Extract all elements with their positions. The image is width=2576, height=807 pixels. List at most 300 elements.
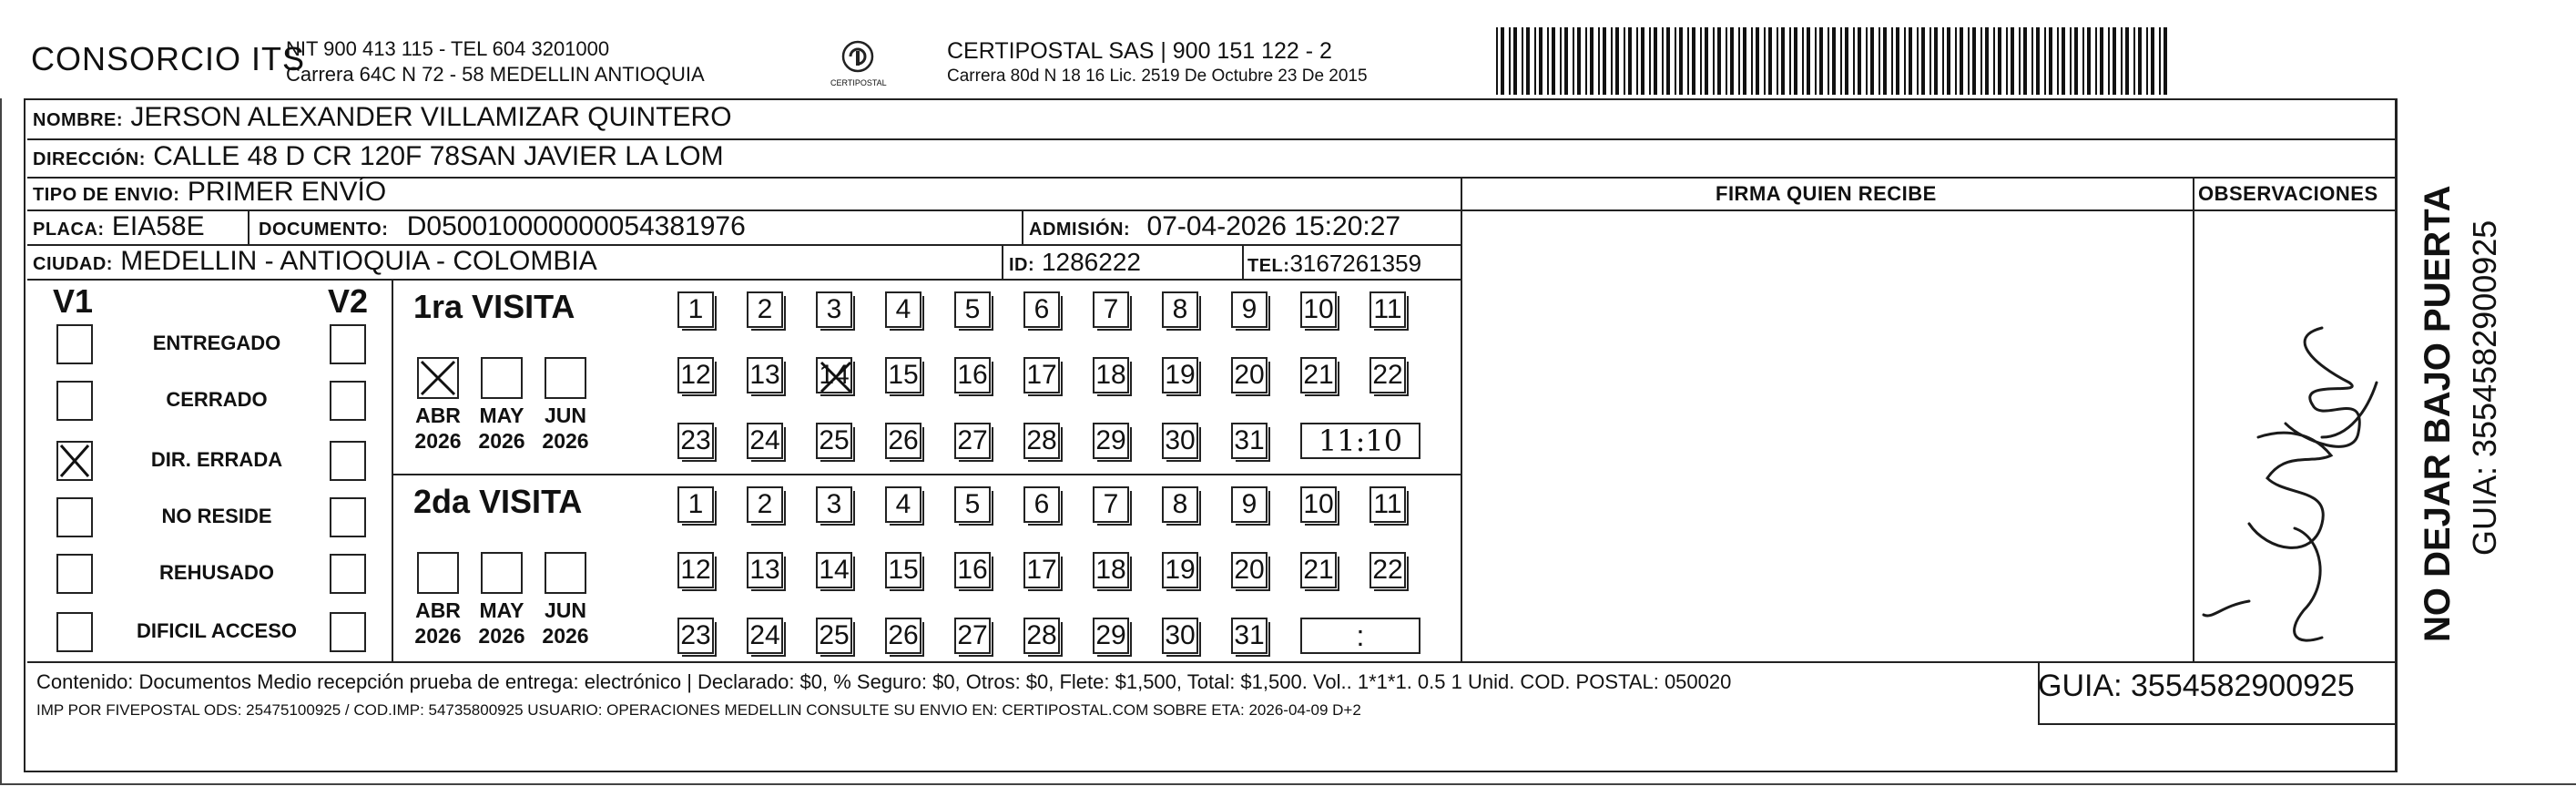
barcode-bar [1649,27,1651,95]
day-number: 27 [957,425,988,455]
status-label: REHUSADO [159,561,274,584]
barcode-bar [1496,27,1498,95]
tipo-field: TIPO DE ENVIO: PRIMER ENVÍO [33,177,387,207]
barcode-bar [1853,27,1855,95]
barcode-bar [1526,27,1530,95]
month-checkbox[interactable] [417,357,459,399]
logo-text: CERTIPOSTAL [830,78,887,87]
barcode-bar [1743,27,1746,95]
barcode-bar [1603,27,1606,95]
day-number: 12 [680,555,711,585]
v2-checkbox[interactable] [330,441,366,481]
barcode-bar [1883,27,1887,95]
day-box[interactable] [677,618,714,654]
barcode-bar [2100,27,2103,95]
day-number: 31 [1234,425,1265,455]
day-box[interactable] [1023,486,1060,523]
placa-field: PLACA: EIA58E [33,211,205,241]
barcode-bar [2070,27,2072,95]
day-number: 26 [888,620,919,650]
barcode-bar [2095,27,2097,95]
day-box[interactable] [816,291,852,328]
day-number: 16 [957,360,988,390]
day-box[interactable] [1023,291,1060,328]
barcode-bar [1509,27,1511,95]
guia-bottom [2038,723,2395,725]
month-name: ABR [415,404,461,427]
barcode-bar [2151,27,2154,95]
id-value: 1286222 [1041,248,1141,276]
day-box[interactable] [816,357,852,393]
day-number: 16 [957,555,988,585]
day-box[interactable] [1369,486,1406,523]
barcode-bar [1870,27,1874,95]
barcode [1496,27,2170,95]
day-number: 19 [1165,360,1196,390]
day-number: 17 [1026,555,1057,585]
day-box[interactable] [1023,552,1060,588]
day-box[interactable] [1369,357,1406,393]
day-box[interactable] [885,618,921,654]
tel-field: TEL:3167261359 [1247,250,1422,277]
day-box[interactable] [1023,618,1060,654]
barcode-bar [1845,27,1848,95]
day-box[interactable] [1023,357,1060,393]
day-number: 2 [757,489,773,519]
day-number: 23 [680,425,711,455]
barcode-bar [1577,27,1581,95]
row-divider [27,661,2398,663]
barcode-bar [1891,27,1893,95]
day-box[interactable] [1300,486,1337,523]
barcode-bar [1522,27,1523,95]
company-name: CONSORCIO ITS [31,40,306,77]
day-number: 3 [826,294,842,324]
month-checkbox[interactable] [417,552,459,594]
day-box[interactable] [1231,291,1268,328]
day-number: 30 [1165,425,1196,455]
v2-checkbox[interactable] [330,554,366,594]
status-label: ENTREGADO [152,332,281,354]
v1-checkbox[interactable] [56,497,93,537]
day-box[interactable] [1093,486,1129,523]
day-number: 31 [1234,620,1265,650]
placa-value: EIA58E [111,211,205,241]
side-guia: GUIA: 3554582900925 [2466,220,2503,556]
barcode-bar [1789,27,1791,95]
barcode-bar [1832,27,1836,95]
barcode-bar [1942,27,1944,95]
barcode-bar [1717,27,1721,95]
day-number: 7 [1103,294,1119,324]
time-value: : [1356,619,1365,652]
day-box[interactable] [1162,291,1198,328]
day-box[interactable] [954,291,991,328]
day-box[interactable] [954,552,991,588]
day-box[interactable] [1093,291,1129,328]
barcode-bar [1756,27,1759,95]
day-number: 30 [1165,620,1196,650]
barcode-bar [1904,27,1906,95]
day-number: 17 [1026,360,1057,390]
barcode-bar [2049,27,2052,95]
month-checkbox[interactable] [481,357,523,399]
observaciones-header: OBSERVACIONES [2198,182,2378,205]
no-dejar-bajo-puerta: NO DEJAR BAJO PUERTA [2418,185,2458,642]
admision-value: 07-04-2026 15:20:27 [1146,211,1401,241]
barcode-bar [1654,27,1657,95]
barcode-bar [1960,27,1963,95]
direccion-field: DIRECCIÓN: CALLE 48 D CR 120F 78SAN JAVIER LA LOM [33,141,724,171]
barcode-bar [1929,27,1931,95]
month-name: JUN [544,404,586,427]
footer-contenido: Contenido: Documentos Medio recepción prueba de entrega: electrónico | Declarado: $0, % Seguro: $0, Otros: $0, Flete: $1,500, Total: $1,500. Vol.. 1*1*1. 0.5 1 Unid. COD. POSTAL: 050020 [36,670,1732,693]
barcode-bar [2159,27,2161,95]
barcode-bar [1819,27,1823,95]
barcode-bar [1934,27,1938,95]
day-box[interactable] [1162,357,1198,393]
x-mark-icon [58,443,91,479]
day-box[interactable] [1162,552,1198,588]
day-number: 26 [888,425,919,455]
barcode-bar [1866,27,1868,95]
day-box[interactable] [1093,357,1129,393]
barcode-bar [1675,27,1676,95]
month-year: 2026 [542,624,589,648]
day-box[interactable] [885,423,921,459]
day-number: 22 [1372,360,1403,390]
v1-checkbox[interactable] [56,324,93,364]
v1-checkbox[interactable] [56,554,93,594]
day-number: 29 [1095,425,1126,455]
barcode-bar [1564,27,1568,95]
v2-header: V2 [328,282,369,320]
barcode-bar [1807,27,1810,95]
day-box[interactable] [1300,357,1337,393]
barcode-bar [2125,27,2129,95]
day-number: 1 [687,294,704,324]
day-box[interactable] [1231,552,1268,588]
barcode-bar [1858,27,1861,95]
cell-divider [1242,244,1244,279]
frame-right [2395,98,2397,772]
month-checkbox[interactable] [545,357,586,399]
month-name: MAY [479,598,524,622]
barcode-bar [1641,27,1644,95]
barcode-bar [1573,27,1574,95]
day-number: 29 [1095,620,1126,650]
ciudad-value: MEDELLIN - ANTIOQUIA - COLOMBIA [120,246,597,276]
day-box[interactable] [954,486,991,523]
day-number: 11 [1373,489,1402,519]
barcode-bar [1947,27,1950,95]
barcode-bar [1501,27,1504,95]
day-box[interactable] [816,552,852,588]
barcode-bar [1547,27,1549,95]
documento-value: D050010000000054381976 [406,211,746,241]
barcode-bar [1726,27,1727,95]
day-box[interactable] [677,423,714,459]
day-number: 18 [1095,360,1126,390]
month-year: 2026 [542,429,589,453]
day-number: 8 [1172,489,1188,519]
day-box[interactable] [1162,423,1198,459]
day-number: 18 [1095,555,1126,585]
day-box[interactable] [885,357,921,393]
day-box[interactable] [747,552,783,588]
time-box[interactable] [1300,423,1420,459]
day-number: 12 [680,360,711,390]
status-label: DIFICIL ACCESO [136,619,297,642]
tel-value: 3167261359 [1289,250,1422,277]
barcode-bar [1794,27,1797,95]
day-number: 5 [964,294,981,324]
barcode-bar [1598,27,1600,95]
month-year: 2026 [478,624,525,648]
day-box[interactable] [1369,552,1406,588]
footer-impresion: IMP POR FIVEPOSTAL ODS: 25475100925 / COD.IMP: 54735800925 USUARIO: OPERACIONES MEDELLIN CONSULTE SU ENVIO EN: CERTIPOSTAL.COM SOBRE ETA: 2026-04-09 D+2 [36,701,1361,719]
day-box[interactable] [816,423,852,459]
nit-line: NIT 900 413 115 - TEL 604 3201000 [286,37,610,60]
status-divider [392,279,393,661]
day-number: 6 [1033,294,1050,324]
day-box[interactable] [1300,552,1337,588]
id-field: ID: 1286222 [1009,248,1141,276]
barcode-bar [2006,27,2008,95]
certipostal-line: CERTIPOSTAL SAS | 900 151 122 - 2 [947,38,1332,64]
day-number: 13 [749,360,780,390]
day-box[interactable] [747,357,783,393]
day-number: 4 [895,489,911,519]
barcode-bar [1998,27,2001,95]
barcode-bar [1666,27,1670,95]
barcode-bar [1611,27,1613,95]
cell-divider [248,209,249,244]
barcode-bar [1768,27,1772,95]
day-number: 8 [1172,294,1188,324]
barcode-bar [1539,27,1543,95]
v2-checkbox[interactable] [330,381,366,421]
day-box[interactable] [747,618,783,654]
status-label: CERRADO [166,388,268,411]
month-label [406,403,470,454]
barcode-bar [2019,27,2021,95]
barcode-bar [1513,27,1517,95]
day-number: 10 [1303,294,1334,324]
day-box[interactable] [816,486,852,523]
visit-title: 1ra VISITA [413,288,575,325]
day-number: 21 [1303,555,1334,585]
day-box[interactable] [1231,423,1268,459]
barcode-bar [1636,27,1638,95]
firma-header: FIRMA QUIEN RECIBE [1716,182,1937,205]
company-info [286,36,705,87]
v2-checkbox[interactable] [330,324,366,364]
day-box[interactable] [677,357,714,393]
v1-header: V1 [53,282,94,320]
day-number: 28 [1026,620,1057,650]
row-divider [27,138,2398,140]
barcode-bar [2074,27,2078,95]
barcode-bar [2087,27,2091,95]
certipostal-address: Carrera 80d N 18 16 Lic. 2519 De Octubre 23 De 2015 [947,66,1368,86]
month-name: MAY [479,404,524,427]
barcode-bar [2057,27,2059,95]
barcode-bar [1738,27,1740,95]
v1-checkbox[interactable] [56,441,93,481]
barcode-bar [1560,27,1562,95]
day-number: 21 [1303,360,1334,390]
ciudad-field: CIUDAD: MEDELLIN - ANTIOQUIA - COLOMBIA [33,246,597,276]
month-year: 2026 [478,429,525,453]
day-box[interactable] [1231,357,1268,393]
barcode-bar [2023,27,2027,95]
barcode-bar [1552,27,1555,95]
day-box[interactable] [747,423,783,459]
day-box[interactable] [1093,552,1129,588]
barcode-bar [1879,27,1880,95]
barcode-bar [1687,27,1689,95]
day-box[interactable] [885,291,921,328]
day-box[interactable] [885,486,921,523]
day-box[interactable] [677,291,714,328]
x-mark-icon [818,359,854,395]
month-checkbox[interactable] [545,552,586,594]
month-label [470,403,534,454]
col-divider-firma [1461,177,1462,661]
day-number: 2 [757,294,773,324]
day-number: 6 [1033,489,1050,519]
day-box[interactable] [1300,291,1337,328]
day-box[interactable] [1162,618,1198,654]
day-box[interactable] [1093,618,1129,654]
status-label: NO RESIDE [161,505,272,527]
day-number: 9 [1241,294,1257,324]
v2-checkbox[interactable] [330,497,366,537]
day-number: 25 [819,425,850,455]
month-name: JUN [544,598,586,622]
barcode-bar [2082,27,2084,95]
day-number: 23 [680,620,711,650]
day-number: 14 [819,555,850,585]
day-box[interactable] [816,618,852,654]
day-box[interactable] [1023,423,1060,459]
month-checkbox[interactable] [481,552,523,594]
day-box[interactable] [954,618,991,654]
barcode-bar [2044,27,2046,95]
barcode-bar [1917,27,1919,95]
visit-title: 2da VISITA [413,483,583,520]
day-number: 1 [687,489,704,519]
day-box[interactable] [1093,423,1129,459]
month-year: 2026 [414,429,462,453]
barcode-bar [2133,27,2135,95]
barcode-bar [1840,27,1842,95]
barcode-bar [1585,27,1587,95]
barcode-bar [1896,27,1899,95]
barcode-bar [1828,27,1829,95]
barcode-bar [1705,27,1708,95]
barcode-bar [1764,27,1766,95]
day-box[interactable] [677,552,714,588]
admision-field: ADMISIÓN: 07-04-2026 15:20:27 [1029,211,1401,241]
day-number: 3 [826,489,842,519]
v1-checkbox[interactable] [56,612,93,652]
day-number: 15 [888,360,919,390]
barcode-bar [1993,27,1995,95]
barcode-bar [1802,27,1804,95]
day-box[interactable] [885,552,921,588]
barcode-bar [2121,27,2123,95]
day-box[interactable] [1231,486,1268,523]
barcode-bar [2113,27,2116,95]
barcode-bar [1590,27,1593,95]
tipo-value: PRIMER ENVÍO [187,177,387,207]
day-box[interactable] [954,357,991,393]
day-number: 25 [819,620,850,650]
day-number: 5 [964,489,981,519]
day-box[interactable] [1369,291,1406,328]
visit-divider [392,474,1461,475]
barcode-bar [1692,27,1695,95]
cell-divider [1002,244,1003,279]
documento-field: DOCUMENTO: D050010000000054381976 [259,211,746,241]
day-box[interactable] [954,423,991,459]
barcode-bar [1700,27,1702,95]
v2-checkbox[interactable] [330,612,366,652]
time-box[interactable] [1300,618,1420,654]
status-label: DIR. ERRADA [150,448,283,471]
nombre-value: JERSON ALEXANDER VILLAMIZAR QUINTERO [130,102,732,132]
v1-checkbox[interactable] [56,381,93,421]
barcode-bar [1713,27,1715,95]
barcode-bar [1815,27,1817,95]
barcode-bar [1679,27,1683,95]
month-label [406,598,470,649]
barcode-bar [2146,27,2148,95]
day-number: 20 [1234,360,1265,390]
certipostal-info [947,38,1368,89]
time-value: 11:10 [1318,424,1403,458]
day-box[interactable] [677,486,714,523]
day-box[interactable] [1231,618,1268,654]
month-label [470,598,534,649]
barcode-bar [1909,27,1912,95]
day-number: 9 [1241,489,1257,519]
day-number: 28 [1026,425,1057,455]
day-number: 4 [895,294,911,324]
month-year: 2026 [414,624,462,648]
barcode-bar [1751,27,1753,95]
day-number: 24 [749,620,780,650]
barcode-bar [1980,27,1982,95]
barcode-bar [1628,27,1632,95]
barcode-bar [2164,27,2167,95]
month-label [534,403,597,454]
day-box[interactable] [747,291,783,328]
barcode-bar [1781,27,1785,95]
barcode-bar [1730,27,1734,95]
day-number: 20 [1234,555,1265,585]
day-box[interactable] [747,486,783,523]
barcode-bar [1972,27,1976,95]
barcode-bar [2062,27,2065,95]
signature [2185,301,2395,656]
day-box[interactable] [1162,486,1198,523]
day-number: 7 [1103,489,1119,519]
barcode-bar [1968,27,1970,95]
certipostal-logo-icon [836,36,880,80]
